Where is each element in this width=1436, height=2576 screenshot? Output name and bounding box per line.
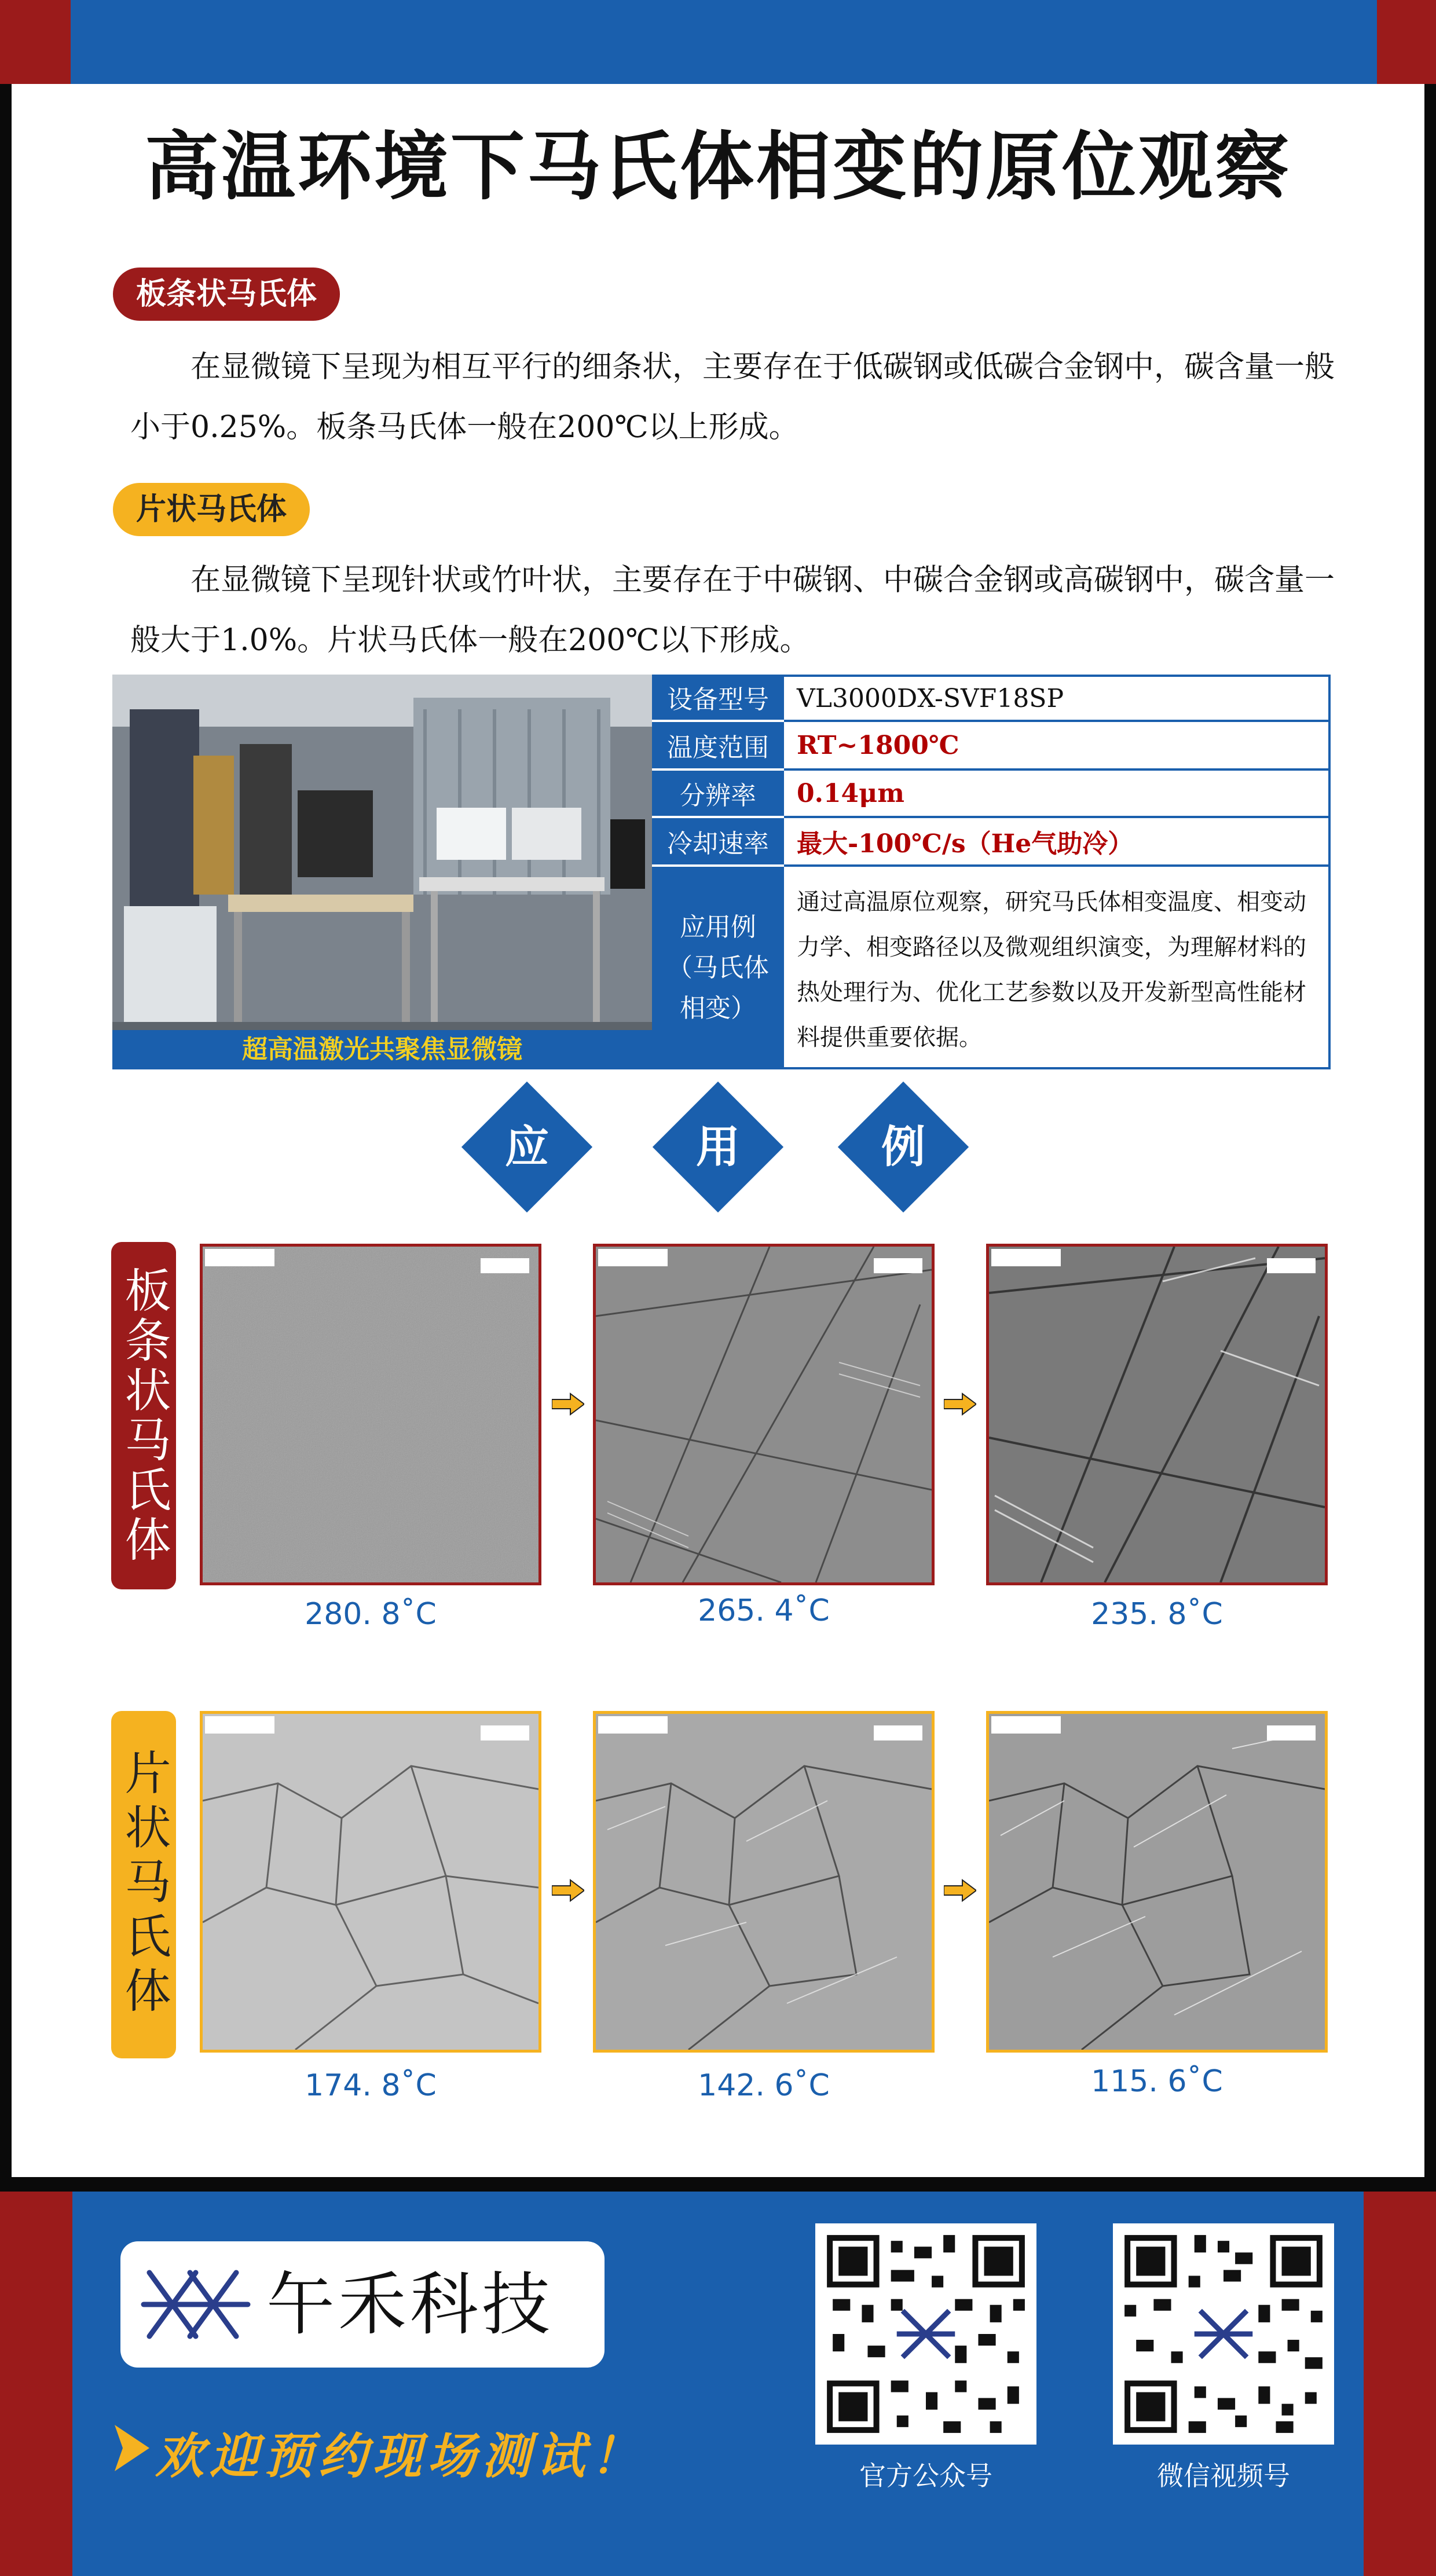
diamond-yong-text: 用 (696, 1121, 740, 1172)
plate-temp-2: 142. 6˚C (698, 2068, 830, 2103)
top-red-band-right (1377, 0, 1436, 84)
plate-temp-3: 115. 6˚C (1091, 2064, 1223, 2099)
footer-red-band-left (0, 2192, 72, 2576)
plate-micrograph-3 (986, 1711, 1328, 2053)
company-name: 午禾科技 (266, 2264, 554, 2344)
equipment-photo (112, 675, 652, 1069)
lath-micrograph-1 (200, 1244, 541, 1585)
lath-micrograph-3 (986, 1244, 1328, 1585)
arrow-right-icon (944, 1879, 976, 1902)
page-title: 高温环境下马氏体相变的原位观察 (144, 124, 1291, 210)
plate-micrograph-2 (593, 1711, 935, 2053)
lath-temp-1: 280. 8˚C (305, 1597, 437, 1632)
plate-martensite-badge: 片状马氏体 (113, 483, 310, 536)
qr-official-account-label: 官方公众号 (859, 2460, 992, 2491)
lath-vertical-label (111, 1242, 176, 1589)
diamond-yong (651, 1080, 785, 1214)
lath-martensite-description: 在显微镜下呈现为相互平行的细条状，主要存在于低碳钢或低碳合金钢中，碳含量一般小于0.25%。板条马氏体一般在200℃以上形成。 (130, 350, 1335, 445)
plate-vertical-label-text: 片状马氏体 (117, 1749, 171, 2021)
top-blue-band (71, 0, 1377, 84)
spec-resolution-value: 0.14μm (784, 771, 1331, 818)
spec-application-label (652, 867, 784, 1069)
plate-martensite-description: 在显微镜下呈现针状或竹叶状，主要存在于中碳钢、中碳合金钢或高碳钢中，碳含量一般大于1.0%。片状马氏体一般在200℃以下形成。 (130, 563, 1335, 658)
arrow-right-icon (552, 1879, 584, 1902)
spec-model-label: 设备型号 (652, 675, 784, 722)
arrow-right-icon (552, 1393, 584, 1416)
plate-micrograph-1 (200, 1711, 541, 2053)
spec-application-label-line1: 应用例 (680, 913, 756, 942)
spec-application-label-line2: （马氏体 (667, 953, 769, 983)
arrow-right-icon (944, 1393, 976, 1416)
qr-video-channel-label: 微信视频号 (1157, 2460, 1290, 2491)
spec-application-value: 通过高温原位观察，研究马氏体相变温度、相变动力学、相变路径以及微观组织演变，为理解材料的热处理行为、优化工艺参数以及开发新型高性能材料提供重要依据。 (784, 867, 1331, 1069)
spec-table (652, 675, 1331, 1069)
qr-code-video-channel[interactable] (1113, 2223, 1334, 2445)
diamond-ying-text: 应 (505, 1121, 549, 1172)
play-arrow-icon (115, 2425, 149, 2471)
spec-temp-label: 温度范围 (652, 722, 784, 771)
plate-temp-1: 174. 8˚C (305, 2068, 437, 2103)
diamond-li (837, 1080, 970, 1214)
photo-caption: 超高温激光共聚焦显微镜 (242, 1035, 522, 1064)
spec-application-label-line3: 相变） (680, 994, 756, 1023)
slogan: 欢迎预约现场测试！ (155, 2428, 646, 2485)
diamond-li-text: 例 (881, 1121, 925, 1172)
lath-micrograph-2 (593, 1244, 935, 1585)
plate-vertical-label (111, 1711, 176, 2058)
spec-cooling-value: 最大-100℃/s（He气助冷） (784, 818, 1331, 867)
company-logo-icon (138, 2261, 254, 2348)
lath-temp-3: 235. 8˚C (1091, 1597, 1223, 1632)
spec-model-value: VL3000DX-SVF18SP (784, 675, 1331, 722)
top-red-band-left (0, 0, 71, 84)
footer-red-band-right (1364, 2192, 1436, 2576)
spec-cooling-label: 冷却速率 (652, 818, 784, 867)
diamond-ying (460, 1080, 594, 1214)
lath-martensite-badge: 板条状马氏体 (113, 268, 340, 321)
spec-resolution-label: 分辨率 (652, 771, 784, 818)
lath-temp-2: 265. 4˚C (698, 1593, 830, 1628)
spec-temp-value: RT~1800℃ (784, 722, 1331, 771)
lath-vertical-label-text: 板条状马氏体 (117, 1266, 171, 1565)
qr-code-official-account[interactable] (815, 2223, 1036, 2445)
